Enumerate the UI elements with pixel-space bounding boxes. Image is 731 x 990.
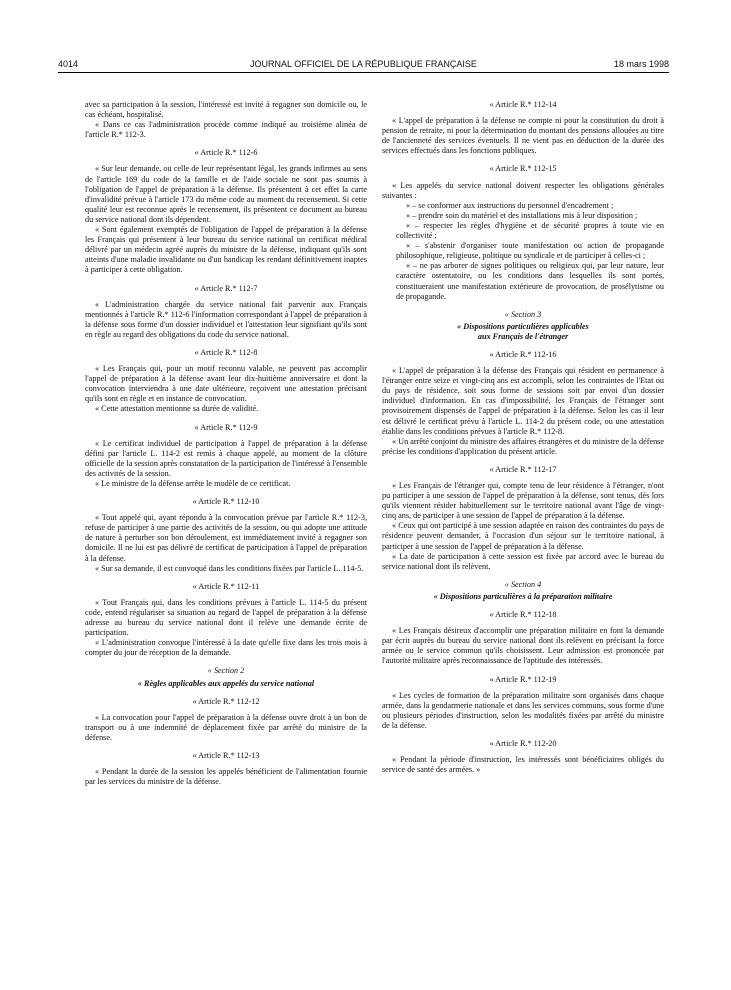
article-heading: « Article R.* 112-8: [194, 347, 258, 357]
paragraph: « L'administration chargée du service national fait parvenir aux Français mentionnés à l'article R.* 112-6 l'information correspondant à l'appel de préparation à la défense sous forme d'un dossier individuel et l'attestation leur signifiant qu'ils sont en règle au regard des obligations du code du service national.: [85, 299, 367, 339]
section-title: « Dispositions particulières applicables: [457, 321, 589, 331]
page-number: 4014: [58, 59, 79, 69]
paragraph: « La date de participation à cette session est fixée par accord avec le bureau du service national dont ils relèvent.: [382, 551, 664, 571]
article-heading: « Article R.* 112-11: [192, 581, 260, 591]
paragraph: « Cette attestation mentionne sa durée de validité.: [95, 404, 259, 414]
paragraph: « La convocation pour l'appel de préparation à la défense ouvre droit à un bon de transport ou à une indemnité de déplacement fixée par arrêté du ministre de la défense.: [85, 712, 367, 742]
section-title: « Règles applicables aux appelés du service national: [137, 678, 315, 688]
section-title-line2: aux Français de l'étranger: [477, 331, 569, 341]
paragraph: « Ceux qui ont participé à une session adaptée en raison des contraintes du pays de résidence peuvent demander, à l'occasion d'un séjour sur le territoire national, à participer à une session de l'appel de préparation à la défense.: [382, 521, 664, 551]
paragraph: « Pendant la durée de la session les appelés bénéficient de l'alimentation fournie par les services du ministre de la défense.: [85, 767, 367, 787]
section-heading: « Section 2: [207, 666, 245, 676]
article-heading: « Article R.* 112-18: [489, 610, 557, 620]
paragraph: « Sur leur demande, ou celle de leur représentant légal, les grands infirmes au sens de l'article 169 du code de la famille et de l'aide sociale ne sont pas soumis à l'obligation de l'appel de préparation à la défense. Ils présentent à cet effet la carte d'invalidité prévue à l'article 173 du même code au moment du recensement. Si cette qualité leur est reconnue après le recensement, ils présentent ce document au bureau du service national dont ils dépendent.: [85, 164, 367, 224]
left-column: [85, 100, 367, 787]
paragraph: « Les Français qui, pour un motif reconnu valable, ne peuvent pas accomplir l'appel de préparation à la défense avant leur dix-huitième anniversaire et dont la convocation interviendra à une date ultérieure, reçoivent une attestation précisant qu'ils sont en règle et en instance de convocation.: [85, 364, 367, 404]
paragraph: « Les Français désireux d'accomplir une préparation militaire en font la demande par écrit auprès du bureau du service national dont ils relèvent en précisant la force armée ou le service commun qu'ils choisissent. Leur admission est prononcée par l'autorité militaire après reconnaissance de l'aptitude des intéressés.: [382, 626, 664, 666]
paragraph: « L'appel de préparation à la défense des Français qui résident en permanence à l'étranger entre seize et vingt-cinq ans est accompli, selon les contraintes de l'Etat ou du pays de résidence, soit sous forme de sessions soit par envoi d'un dossier individuel d'information. En cas d'impossibilité, les Français de l'étranger sont provisoirement dispensés de l'appel de préparation à la défense. Selon les cas il leur est délivré le certificat prévu à l'article L. 114-2 du présent code, ou une attestation établie dans les conditions prévues à l'article R.* 112-8.: [382, 366, 664, 436]
article-heading: « Article R.* 112-17: [489, 464, 557, 474]
paragraph: « Dans ce cas l'administration procède comme indiqué au troisième alinéa de l'article R.* 112-3.: [85, 120, 367, 140]
page-header: [58, 56, 669, 73]
paragraph: « Un arrêté conjoint du ministre des affaires étrangères et du ministre de la défense précise les conditions d'application du présent article.: [382, 436, 664, 456]
right-column: [382, 100, 664, 775]
list-item: « – ne pas arborer de signes politiques ou religieux qui, par leur nature, leur caractère ostentatoire, ou les conditions dans lesquelles ils sont portés, constitueraient une manifestation extérieure de provocation, de prosélytisme ou de propagande.: [396, 261, 664, 301]
paragraph: avec sa participation à la session, l'intéressé est invité à regagner son domicile ou, le cas échéant, hospitalisé.: [85, 100, 367, 120]
journal-title: JOURNAL OFFICIEL DE LA RÉPUBLIQUE FRANÇAISE: [250, 59, 477, 69]
paragraph: « Tout appelé qui, ayant répondu à la convocation prévue par l'article R.* 112-3, refuse de participer à une partie des activités de la session, ou qui adopte une attitude de nature à perturber son bon déroulement, est immédiatement invité à regagner son domicile. Il ne lui est pas délivré de certificat de participation à l'appel de préparation à la défense.: [85, 513, 367, 563]
article-heading: « Article R.* 112-10: [192, 497, 260, 507]
article-heading: « Article R.* 112-16: [489, 349, 557, 359]
paragraph: « Tout Français qui, dans les conditions prévues à l'article L. 114-5 du présent code, entend régulariser sa situation au regard de l'appel de préparation à la défense adresse au bureau du service national dont il relève une demande écrite de participation.: [85, 597, 367, 638]
list-item: « – se conformer aux instructions du personnel d'encadrement ;: [406, 200, 614, 210]
paragraph: « Le ministre de la défense arrête le modèle de ce certificat.: [95, 479, 291, 488]
paragraph: « Le certificat individuel de participation à l'appel de préparation à la défense défini par l'article L. 114-2 est remis à chaque appelé, au moment de la clôture officielle de la session après constatation de la participation de l'intéressé à l'ensemble des activités de la session.: [85, 438, 367, 478]
list-item: « – s'abstenir d'organiser toute manifestation ou action de propagande philosophique, religieuse, politique ou syndicale et de participer à celles-ci ;: [396, 241, 664, 261]
paragraph: « Les cycles de formation de la préparation militaire sont organisés dans chaque armée, dans la gendarmerie nationale et dans les services communs, sous forme d'une ou plusieurs périodes d'instruction, selon les modalités fixées par arrêté du ministre de la défense.: [382, 690, 664, 730]
section-title: « Dispositions particulières à la préparation militaire: [433, 591, 613, 601]
paragraph: « Pendant la période d'instruction, les intéressés sont bénéficiaires obligés du service de santé des armées. »: [382, 755, 664, 775]
article-heading: « Article R.* 112-9: [194, 422, 258, 432]
article-heading: « Article R.* 112-13: [192, 750, 260, 760]
article-heading: « Article R.* 112-6: [194, 148, 258, 158]
paragraph: « Sont également exemptés de l'obligation de l'appel de préparation à la défense les Français qui présentent à leur bureau du service national un certificat médical délivré par un médecin agréé auprès du ministre de la défense, indiquant qu'ils sont atteints d'une maladie invalidante ou d'un handicap les rendant définitivement inaptes à participer à cette obligation.: [85, 225, 367, 275]
paragraph: « L'appel de préparation à la défense ne compte ni pour la constitution du droit à pension de retraite, ni pour la détermination du montant des pensions allouées au titre de l'ancienneté des services éventuels. Il ne vient pas en déduction de la durée des services effectués dans les fonctions publiques.: [382, 116, 664, 156]
article-heading: « Article R.* 112-7: [194, 283, 258, 293]
article-heading: « Article R.* 112-15: [489, 164, 557, 174]
list-item: « – prendre soin du matériel et des installations mis à leur disposition ;: [406, 210, 638, 220]
article-heading: « Article R.* 112-20: [489, 738, 557, 748]
paragraph: « Les appelés du service national doivent respecter les obligations générales suivantes :: [382, 180, 664, 200]
paragraph: « Les Français de l'étranger qui, compte tenu de leur résidence à l'étranger, n'ont pu participer à une session de l'appel de préparation à la défense, sont tenus, dès lors qu'ils viennent résider habituellement sur le territoire national avant l'âge de vingt-cinq ans, de participer à une session de l'appel de préparation à la défense.: [382, 481, 664, 521]
section-heading: « Section 4: [504, 579, 542, 589]
article-heading: « Article R.* 112-19: [489, 674, 557, 684]
paragraph: « L'administration convoque l'intéressé à la date qu'elle fixe dans les trois mois à compter du jour de réception de la demande.: [85, 638, 367, 658]
list-item: « – respecter les règles d'hygiène et de sécurité propres à toute vie en collectivité ;: [396, 220, 664, 241]
section-heading: « Section 3: [504, 309, 542, 319]
article-heading: « Article R.* 112-12: [192, 696, 260, 706]
article-heading: « Article R.* 112-14: [489, 100, 557, 109]
paragraph: « Sur sa demande, il est convoqué dans les conditions fixées par l'article L. 114-5.: [95, 563, 364, 573]
publication-date: 18 mars 1998: [613, 59, 669, 69]
